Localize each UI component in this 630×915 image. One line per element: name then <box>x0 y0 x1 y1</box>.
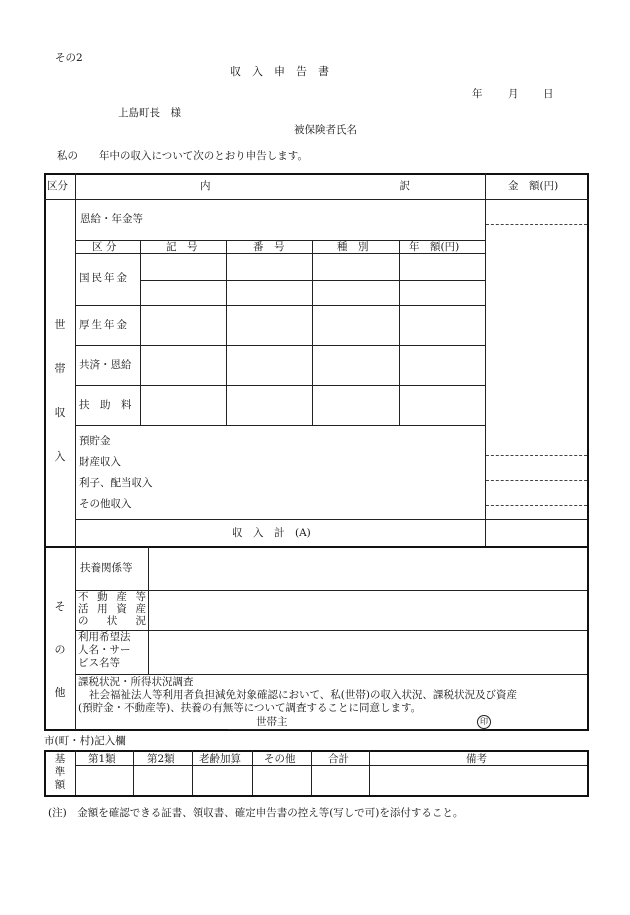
city-col-other: その他 <box>264 753 296 765</box>
form-title: 収 入 申 告 書 <box>230 65 329 78</box>
pension-row-label: 恩給・年金等 <box>80 213 143 225</box>
real-estate-line-1: 不 動 産 等 <box>78 591 146 603</box>
facility-label <box>78 632 146 671</box>
real-estate-line-3: の 状 況 <box>78 615 146 627</box>
insured-name-label: 被保険者氏名 <box>294 124 357 136</box>
pension-header-number: 番 号 <box>253 241 285 253</box>
col-details-header: 内 訳 <box>200 180 410 192</box>
standard-amount-label: 基準額 <box>54 753 66 791</box>
pension-header-category: 区 分 <box>92 241 117 253</box>
addressee: 上島町長 様 <box>118 107 181 119</box>
pension-header-annual: 年 額(円) <box>409 241 460 253</box>
household-head-label: 世帯主 <box>256 716 288 728</box>
date-day-label: 日 <box>543 88 554 100</box>
footnote: (注) 金額を確認できる証書、領収書、確定申告書の控え等(写しで可)を添付すること。 <box>48 807 464 819</box>
date-year-label: 年 <box>472 88 483 100</box>
declaration-text: 私の 年中の収入について次のとおり申告します。 <box>57 150 308 162</box>
section-other-label: その他 <box>54 600 66 699</box>
pension-header-symbol: 記 号 <box>166 241 198 253</box>
city-col-remarks: 備考 <box>466 753 487 765</box>
pension-header-type: 種 別 <box>337 241 369 253</box>
income-total-label: 収 入 計 (A) <box>232 527 311 539</box>
form-number: その2 <box>55 52 83 64</box>
city-col-elderly: 老齢加算 <box>199 753 241 765</box>
city-col-class1: 第1類 <box>88 753 116 765</box>
col-amount-header: 金 額(円) <box>508 180 559 192</box>
date-month-label: 月 <box>508 88 519 100</box>
real-estate-label <box>78 592 146 628</box>
consent-text-2: (預貯金・不動産等)、扶養の有無等について調査することに同意します。 <box>78 702 422 714</box>
real-estate-line-2: 活 用 資 産 <box>78 603 146 615</box>
col-category-header: 区分 <box>47 180 68 192</box>
section-household-label: 世帯収入 <box>54 318 66 463</box>
pension-type-national: 国民年金 <box>79 272 129 284</box>
income-interest-dividend: 利子、配当収入 <box>79 477 153 489</box>
pension-type-employee: 厚生年金 <box>79 319 129 331</box>
consent-title: 課税状況・所得状況調査 <box>78 676 194 688</box>
city-col-class2: 第2類 <box>147 753 175 765</box>
facility-line-3: ビス名等 <box>78 657 120 669</box>
seal-icon: 印 <box>477 715 491 729</box>
pension-type-mutual: 共済・恩給 <box>79 359 132 371</box>
facility-line-2: 人名・サー <box>78 644 131 656</box>
income-other: その他収入 <box>79 498 132 510</box>
pension-type-support: 扶 助 料 <box>79 399 132 411</box>
income-savings: 預貯金 <box>79 435 111 447</box>
facility-line-1: 利用希望法 <box>78 631 131 643</box>
city-col-total: 合計 <box>328 753 349 765</box>
city-section-label: 市(町・村)記入欄 <box>44 735 126 747</box>
dependents-label: 扶養関係等 <box>80 562 133 574</box>
consent-text-1: 社会福祉法人等利用者負担減免対象確認において、私(世帯)の収入状況、課税状況及び資産 <box>89 689 517 701</box>
income-property: 財産収入 <box>79 456 121 468</box>
